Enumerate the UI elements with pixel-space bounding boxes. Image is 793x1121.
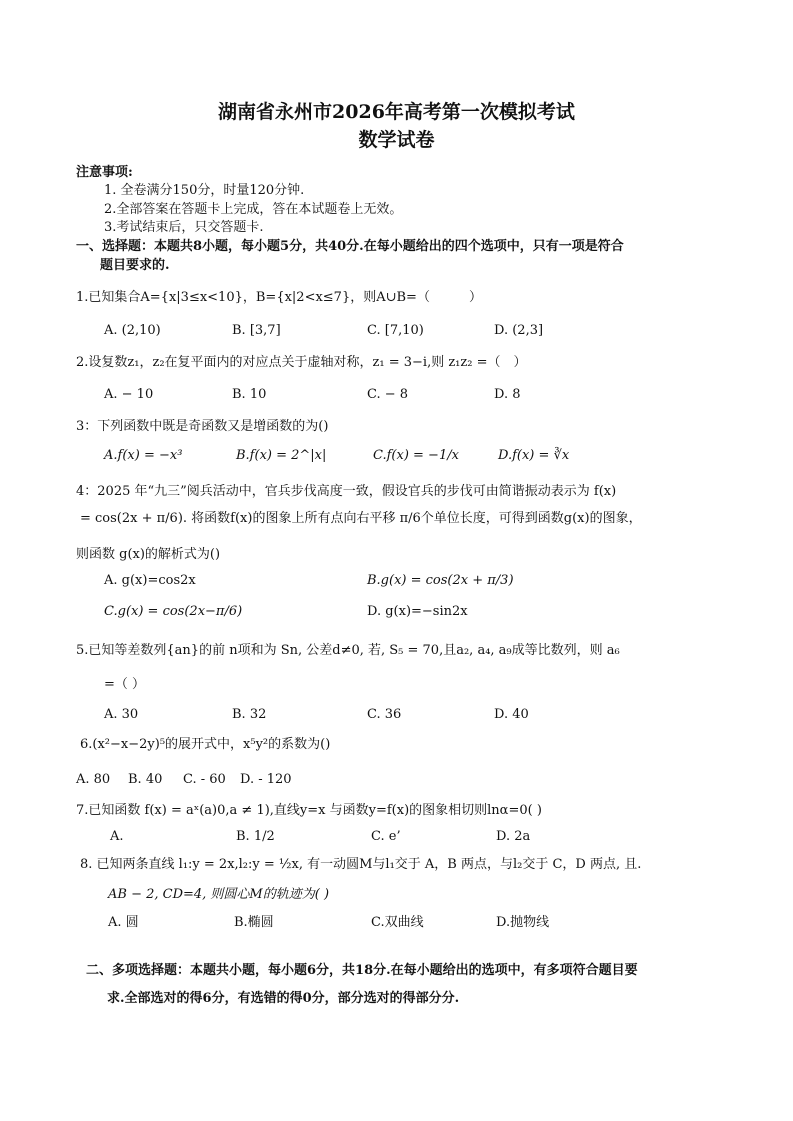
question-4-stem: 4：2025 年“九三”阅兵活动中，官兵步伐高度一致，假设官兵的步伐可由简谐振动表示为 f(x): [76, 484, 617, 499]
question-6-option-b: B. 40: [128, 772, 163, 787]
question-2-stem: 2.设复数z₁，z₂在复平面内的对应点关于虚轴对称，z₁ = 3−i,则 z₁z₂ =（ ）: [76, 355, 527, 370]
question-2-option-a: A. − 10: [104, 387, 154, 402]
question-3-option-c: C.f(x) = −1/x: [373, 448, 459, 463]
question-5-option-b: B. 32: [232, 707, 267, 722]
question-4-option-c: C.g(x) = cos(2x−π/6): [104, 604, 243, 619]
exam-title: 湖南省永州市2026年高考第一次模拟考试: [218, 101, 575, 123]
question-2-option-b: B. 10: [232, 387, 267, 402]
question-7-stem: 7.已知函数 f(x) = aˣ(a)0,a ≠ 1),直线y=x 与函数y=f(x)的图象相切则lnα=0( ): [76, 803, 542, 818]
section2-heading: 二、多项选择题：本题共小题，每小题6分，共18分.在每小题给出的选项中，有多项符合题目要: [86, 963, 638, 978]
notice-item: 3.考试结束后，只交答题卡.: [104, 220, 264, 235]
question-6-option-c: C. - 60: [183, 772, 226, 787]
question-6-option-d: D. - 120: [240, 772, 292, 787]
question-7-option-b: B. 1/2: [236, 829, 275, 844]
question-8-option-a: A. 圆: [108, 915, 139, 930]
question-1-option-b: B. [3,7]: [232, 323, 281, 338]
exam-subtitle: 数学试卷: [358, 129, 435, 151]
question-4-stem-cont: = cos(2x + π/6). 将函数f(x)的图象上所有点向右平移 π/6个单位长度，可得到函数g(x)的图象，: [80, 511, 642, 526]
question-7-option-c: C. e’: [371, 829, 401, 844]
question-1-option-a: A. (2,10): [104, 323, 161, 338]
section1-heading: 一、选择题：本题共8小题，每小题5分，共40分.在每小题给出的四个选项中，只有一项是符合: [76, 239, 624, 254]
question-4-option-b: B.g(x) = cos(2x + π/3): [367, 573, 514, 588]
question-8-stem-cont: AB − 2, CD=4, 则圆心M的轨迹为( ): [108, 887, 330, 902]
question-7-option-a: A.: [110, 829, 124, 844]
question-8-option-d: D.抛物线: [496, 915, 550, 930]
question-5-stem: 5.已知等差数列{an}的前 n项和为 Sn, 公差d≠0, 若, S₅ = 70,且a₂, a₄, a₉成等比数列，则 a₆: [76, 643, 620, 658]
section1-heading-cont: 题目要求的.: [100, 258, 170, 273]
notice-item: 1. 全卷满分150分，时量120分钟.: [104, 183, 305, 198]
question-4-option-a: A. g(x)=cos2x: [104, 573, 196, 588]
question-7-option-d: D. 2a: [496, 829, 531, 844]
question-6-stem: 6.(x²−x−2y)⁵的展开式中，x⁵y²的系数为(): [80, 737, 331, 752]
question-3-option-d: D.f(x) = ∛x: [498, 448, 570, 463]
question-5-stem-cont: =（ ）: [104, 677, 146, 692]
question-1-option-d: D. (2,3]: [494, 323, 544, 338]
question-4-stem-cont2: 则函数 g(x)的解析式为(): [76, 547, 221, 562]
question-5-option-d: D. 40: [494, 707, 529, 722]
notice-heading: 注意事项:: [76, 165, 133, 180]
section2-heading-cont: 求.全部选对的得6分，有选错的得0分，部分选对的得部分分.: [107, 991, 460, 1006]
question-5-option-c: C. 36: [367, 707, 402, 722]
notice-item: 2.全部答案在答题卡上完成，答在本试题卷上无效。: [104, 202, 403, 217]
question-8-option-c: C.双曲线: [371, 915, 424, 930]
question-8-stem: 8. 已知两条直线 l₁:y = 2x,l₂:y = ½x, 有一动圆M与l₁交于 A，B 两点，与l₂交于 C，D 两点, 且.: [80, 857, 642, 872]
question-1-stem: 1.已知集合A={x|3≤x<10}，B={x|2<x≤7}，则A∪B=（ ）: [76, 290, 482, 305]
question-2-option-d: D. 8: [494, 387, 521, 402]
question-1-option-c: C. [7,10): [367, 323, 424, 338]
question-4-option-d: D. g(x)=−sin2x: [367, 604, 468, 619]
question-3-option-a: A.f(x) = −x³: [104, 448, 183, 463]
question-2-option-c: C. − 8: [367, 387, 409, 402]
question-3-stem: 3：下列函数中既是奇函数又是增函数的为(): [76, 419, 329, 434]
question-8-option-b: B.椭圆: [234, 915, 274, 930]
question-5-option-a: A. 30: [104, 707, 139, 722]
question-6-option-a: A. 80: [76, 772, 111, 787]
question-3-option-b: B.f(x) = 2^|x|: [236, 448, 327, 463]
